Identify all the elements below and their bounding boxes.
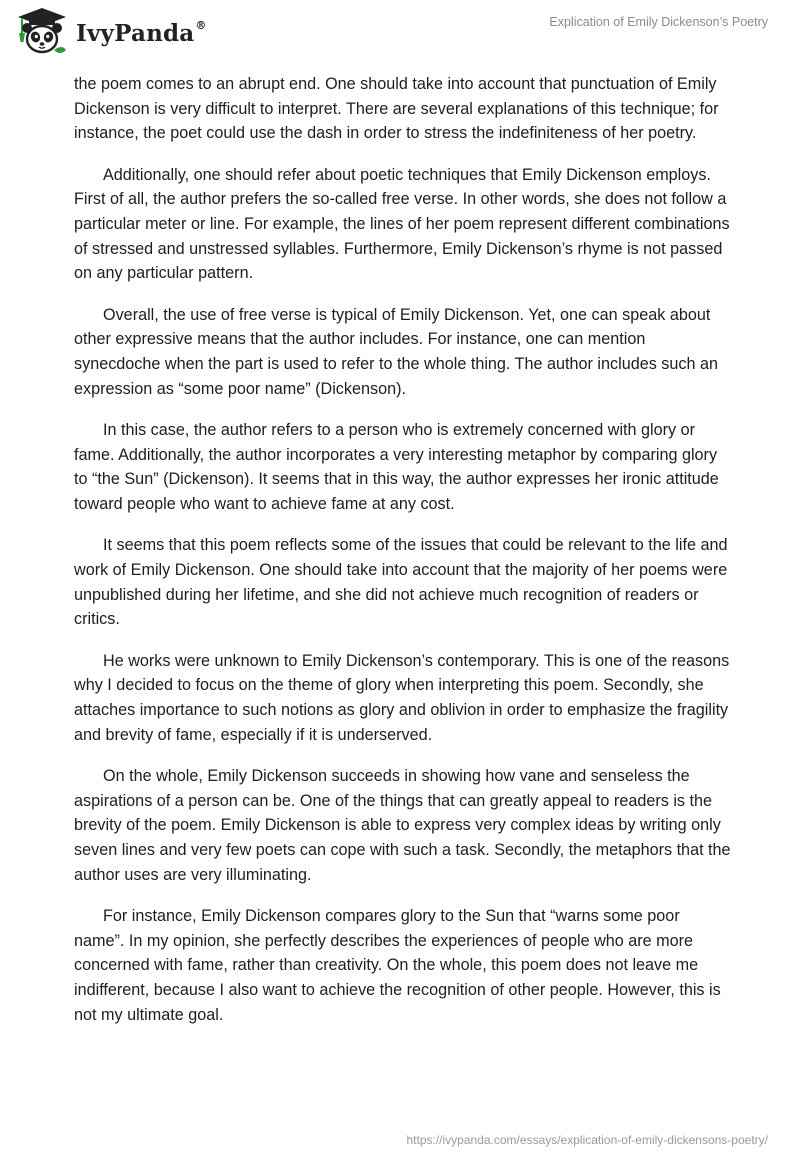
page-header: [0, 0, 800, 70]
brand-name: [76, 20, 207, 47]
paragraph: Additionally, one should refer about poetic techniques that Emily Dickenson employs. First of all, the author prefers the so-called free verse. In other words, she does not follow a particular meter or line. For example, the lines of her poem represent different combinations of stressed and unstressed syllables. Furthermore, Emily Dickenson’s rhyme is not passed on any particular pattern.: [74, 165, 730, 283]
paragraph: the poem comes to an abrupt end. One should take into account that punctuation of Emily Dickenson is very difficult to interpret. There are several explanations of this technique; for instance, the poet could use the dash in order to stress the indefiniteness of her poetry.: [74, 75, 719, 143]
document-title: Explication of Emily Dickenson’s Poetry: [549, 15, 768, 29]
essay-body: [74, 72, 734, 1044]
panda-graduate-icon: [14, 6, 70, 56]
paragraph: For instance, Emily Dickenson compares glory to the Sun that “warns some poor name”. In my opinion, she perfectly describes the experiences of people who are more concerned with fame, rather than creativity. On the whole, this poem does not leave me indifferent, because I also want to achieve the recognition of other people. However, this is not my ultimate goal.: [74, 906, 721, 1024]
paragraph: On the whole, Emily Dickenson succeeds in showing how vane and senseless the aspirations of a person can be. One of the things that can greatly appeal to readers is the brevity of the poem. Emily Dickenson is able to express very complex ideas by writing only seven lines and very few poets can cope with such a task. Secondly, the metaphors that the author uses are very illuminating.: [74, 766, 731, 884]
registered-mark: ®: [195, 18, 207, 32]
paragraph: Overall, the use of free verse is typical of Emily Dickenson. Yet, one can speak about other expressive means that the author includes. For instance, one can mention synecdoche when the part is used to refer to the whole thing. The author includes such an expression as “some poor name” (Dickenson).: [74, 305, 719, 398]
ivypanda-logo[interactable]: [14, 6, 207, 56]
paragraph: In this case, the author refers to a person who is extremely concerned with glory or fame. Additionally, the author incorporates a very interesting metaphor by comparing glory to “the Sun” (Dickenson). It seems that in this way, the author expresses her ironic attitude toward people who want to achieve fame at any cost.: [74, 420, 719, 514]
paragraph: It seems that this poem reflects some of the issues that could be relevant to the life and work of Emily Dickenson. One should take into account that the majority of her poems were unpublished during her lifetime, and she did not achieve much recognition of readers or critics.: [74, 536, 728, 629]
paragraph: He works were unknown to Emily Dickenson’s contemporary. This is one of the reasons why I decided to focus on the theme of glory when interpreting this poem. Secondly, she attaches importance to such notions as glory and oblivion in order to emphasize the fragility and brevity of fame, especially if it is underserved.: [74, 651, 730, 744]
source-url[interactable]: https://ivypanda.com/essays/explication-of-emily-dickensons-poetry/: [406, 1133, 768, 1147]
brand-name-text: IvyPanda: [76, 19, 195, 47]
